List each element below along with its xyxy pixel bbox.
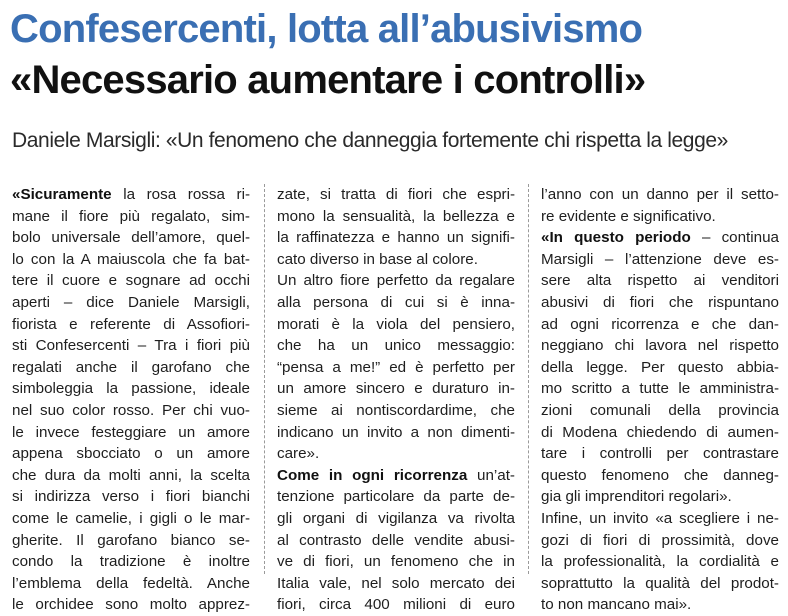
line-text: tenzione particolare da parte de- [277,488,515,506]
text-line [12,335,250,357]
paragraph-lead-in: «Sicuramente [12,186,112,203]
line-text: ad ogni ricorrenza e che dan- [541,315,779,333]
line-text: Italia vale, nel solo mercato dei [277,574,515,592]
line-text: l’anno con un danno per il setto- [541,186,779,203]
text-line [277,594,515,616]
line-text: condo la tradizione è inoltre [12,553,250,571]
text-line [277,335,515,357]
text-line [541,357,779,379]
line-text: questo fenomeno che danneg- [541,466,779,484]
line-text: le orchidee sono molto apprez- [12,596,250,614]
line-text: – continua [690,229,779,247]
line-text: di Modena chiedendo di aumen- [541,423,779,441]
line-text: gia gli imprenditori regolari». [541,488,732,506]
line-text: aperti – dice Daniele Marsigli, [12,293,250,311]
text-line [541,378,779,400]
line-text: lo con la A maiuscola che fa bat- [12,250,250,268]
line-text: regalati anche il garofano che [12,358,250,376]
article-kicker: Confesercenti, lotta all’abusivismo [10,7,643,51]
text-line [12,443,250,465]
line-text: abusivi di fiori che rispuntano [541,293,779,311]
text-line [541,314,779,336]
text-line [277,486,515,508]
text-line [12,292,250,314]
text-line [12,508,250,530]
line-text: zioni comunali della provincia [541,401,779,419]
text-line [277,422,515,444]
line-text: della legge. Per questo abbia- [541,358,779,376]
line-text: tare i controlli per contrastare [541,445,779,463]
text-line [541,465,779,487]
line-text: un amore sincero e duraturo in- [277,380,515,398]
text-line [277,573,515,595]
text-line [277,400,515,422]
line-text: care». [277,445,320,463]
text-line [12,249,250,271]
text-line [277,551,515,573]
line-text: bolo universale dell’amore, quel- [12,229,250,247]
line-text: gozi di fiori di prossimità, dove [541,531,779,549]
line-text: l’emblema della fedeltà. Anche [12,574,250,592]
text-line [541,443,779,465]
text-line [541,508,779,530]
line-text: appena sbocciato o un amore [12,445,250,463]
text-line [541,206,779,228]
text-line [277,184,515,206]
text-line [277,270,515,292]
text-line [12,314,250,336]
text-line [12,357,250,379]
line-text: indicano un invito a non dimenti- [277,423,515,441]
line-text: zate, si tratta di fiori che espri- [277,186,515,203]
line-text: la professionalità, la cordialità e [541,553,779,571]
line-text: neggiano chi lavora nel rispetto [541,337,779,355]
text-line [12,486,250,508]
line-text: mono la sensualità, la bellezza e [277,207,515,225]
line-text: fiorista e referente di Assofiori- [12,315,250,333]
text-line [12,184,250,206]
text-line [12,270,250,292]
line-text: gherite. Il garofano bianco se- [12,531,250,549]
text-line [12,227,250,249]
text-line [541,486,779,508]
text-line [277,357,515,379]
text-line [277,508,515,530]
line-text: che dura da molti anni, la scelta [12,466,250,484]
line-text: sere alta rispetto ai venditori [541,272,779,290]
line-text: le invece festeggiare un amore [12,423,250,441]
line-text: mane il fiore più regalato, sim- [12,207,250,225]
text-line [12,465,250,487]
line-text: soprattutto la qualità del prodot- [541,574,779,592]
text-line [277,292,515,314]
line-text: sieme ai nontiscordardime, che [277,401,515,419]
paragraph-lead-in: Come in ogni ricorrenza [277,466,468,484]
line-text: ve di fiori, un fenomeno che in [277,553,515,571]
line-text: tere il cuore e sognare ad occhi [12,272,250,290]
line-text: nel suo color rosso. Per chi vuo- [12,401,250,419]
text-line [541,422,779,444]
text-line [541,227,779,249]
article-column-3 [541,184,779,616]
text-line [277,314,515,336]
text-line [541,594,779,616]
line-text: “pensa a me!” ed è perfetto per [277,358,515,376]
paragraph-lead-in: «In questo periodo [541,229,691,247]
text-line [541,551,779,573]
text-line [541,400,779,422]
text-line [12,378,250,400]
text-line [277,249,515,271]
article-column-1 [12,184,250,616]
line-text: Marsigli – l’attenzione deve es- [541,250,779,268]
text-line [541,249,779,271]
text-line [541,270,779,292]
line-text: la rosa rossa ri- [111,186,250,203]
text-line [277,206,515,228]
article-headline: «Necessario aumentare i controlli» [10,58,646,102]
text-line [541,573,779,595]
text-line [541,335,779,357]
line-text: al contrasto delle vendite abusi- [277,531,515,549]
line-text: simboleggia la passione, ideale [12,380,250,398]
line-text: si indirizza verso i fiori bianchi [12,488,250,506]
line-text: che ha un unico messaggio: [277,337,515,355]
text-line [277,465,515,487]
text-line [541,184,779,206]
line-text: come le camelie, i gigli o le mar- [12,509,250,527]
text-line [277,378,515,400]
text-line [12,551,250,573]
line-text: morati è la viola del pensiero, [277,315,515,333]
article-column-2 [277,184,515,616]
line-text: Un altro fiore perfetto da regalare [277,272,515,290]
column-divider [528,184,529,574]
line-text: to non mancano mai». [541,596,692,614]
line-text: la raffinatezza e hanno un signifi- [277,229,515,247]
text-line [12,530,250,552]
line-text: mo scritto a tutte le amministra- [541,380,779,398]
line-text: alla persona di cui si è inna- [277,293,515,311]
column-divider [264,184,265,574]
text-line [12,400,250,422]
line-text: sti Confesercenti – Tra i fiori più [12,337,250,355]
line-text: cato diverso in base al colore. [277,250,478,268]
line-text: fiori, circa 400 milioni di euro [277,596,515,614]
line-text: gli organi di vigilanza va rivolta [277,509,515,527]
line-text: un’at- [467,466,515,484]
text-line [277,443,515,465]
text-line [277,227,515,249]
line-text: Infine, un invito «a scegliere i ne- [541,509,779,527]
text-line [277,530,515,552]
line-text: re evidente e significativo. [541,207,716,225]
text-line [541,530,779,552]
text-line [12,206,250,228]
article-subtitle: Daniele Marsigli: «Un fenomeno che danneggia fortemente chi rispetta la legge» [12,129,728,152]
text-line [12,573,250,595]
text-line [12,594,250,616]
text-line [12,422,250,444]
text-line [541,292,779,314]
